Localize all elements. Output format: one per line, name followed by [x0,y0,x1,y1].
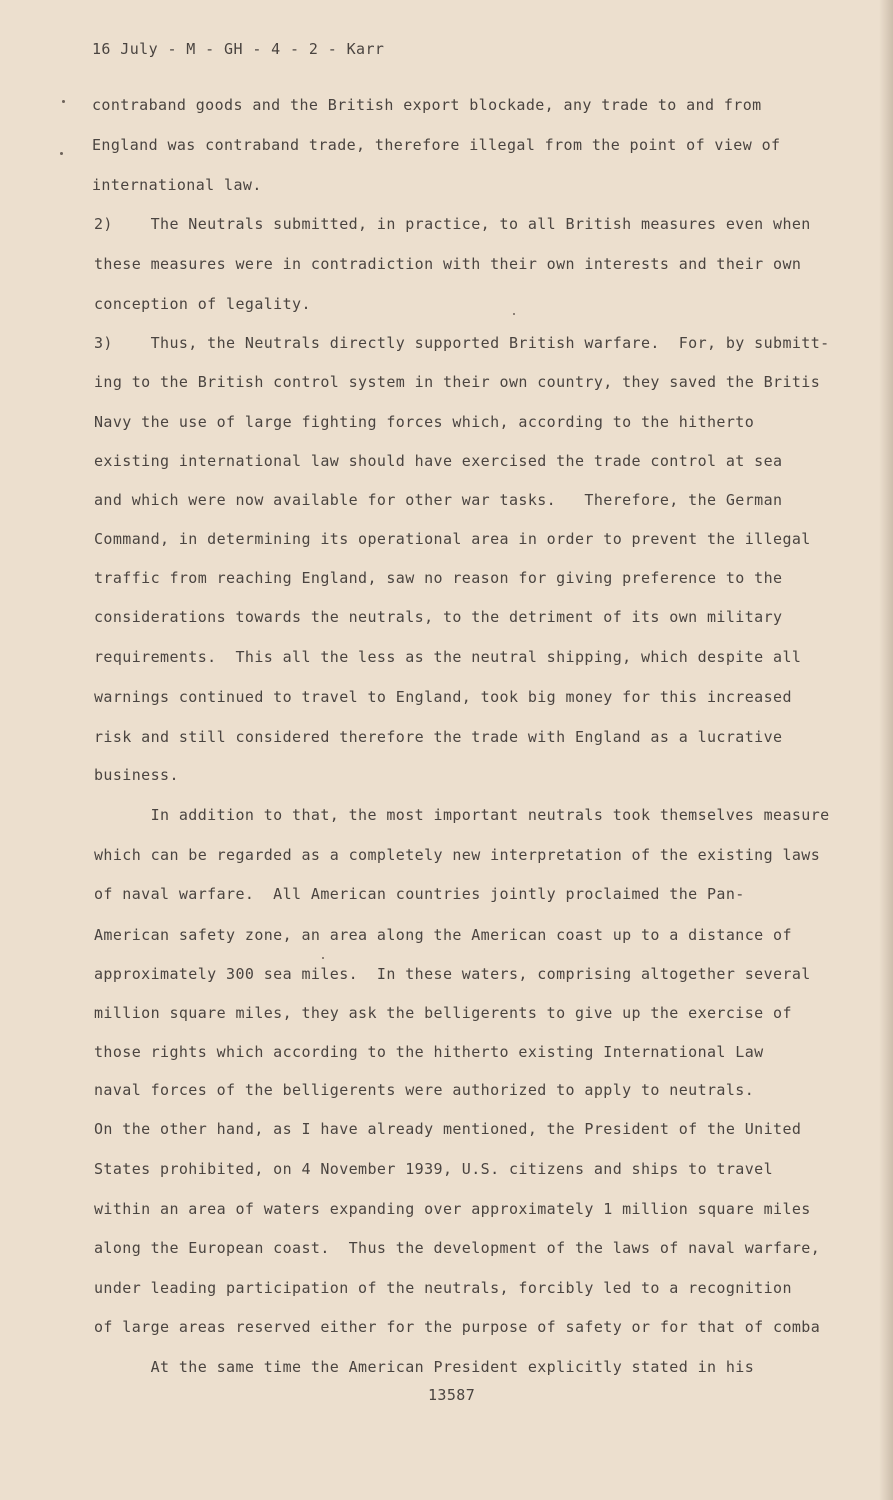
text-line-7: 3) Thus, the Neutrals directly supported British warfare. For, by submitt- [94,334,830,352]
text-line-29: within an area of waters expanding over approximately 1 million square miles [94,1200,811,1218]
text-line-25: those rights which according to the hitherto existing International Law [94,1043,764,1061]
text-line-11: and which were now available for other war tasks. Therefore, the German [94,491,783,509]
text-line-31: under leading participation of the neutrals, forcibly led to a recognition [94,1279,792,1297]
text-line-4: 2) The Neutrals submitted, in practice, to all British measures even when [94,215,811,233]
text-line-26: naval forces of the belligerents were authorized to apply to neutrals. [94,1081,755,1099]
page-edge-shadow [879,0,893,1500]
text-line-24: million square miles, they ask the belligerents to give up the exercise of [94,1004,792,1022]
text-line-18: business. [94,766,179,784]
text-line-22: American safety zone, an area along the American coast up to a distance of [94,926,792,944]
text-line-30: along the European coast. Thus the development of the laws of naval warfare, [94,1239,821,1257]
text-line-5: these measures were in contradiction with their own interests and their own [94,255,802,273]
text-line-12: Command, in determining its operational area in order to prevent the illegal [94,530,811,548]
text-line-16: warnings continued to travel to England, took big money for this increased [94,688,792,706]
margin-speck [322,957,324,959]
text-line-2: England was contraband trade, therefore illegal from the point of view of [92,136,781,154]
text-line-17: risk and still considered therefore the trade with England as a lucrative [94,728,783,746]
text-line-3: international law. [92,176,262,194]
text-line-33: At the same time the American President explicitly stated in his [94,1358,755,1376]
margin-speck [60,152,63,155]
page-number: 13587 [428,1386,476,1404]
text-line-15: requirements. This all the less as the neutral shipping, which despite all [94,648,802,666]
text-line-21: of naval warfare. All American countries jointly proclaimed the Pan- [94,885,745,903]
text-line-6: conception of legality. [94,295,311,313]
text-line-23: approximately 300 sea miles. In these waters, comprising altogether several [94,965,811,983]
text-line-27: On the other hand, as I have already mentioned, the President of the United [94,1120,802,1138]
text-line-19: In addition to that, the most important neutrals took themselves measure [94,806,830,824]
text-line-9: Navy the use of large fighting forces which, according to the hitherto [94,413,755,431]
margin-speck [62,100,65,103]
margin-speck [513,313,515,315]
text-line-13: traffic from reaching England, saw no reason for giving preference to the [94,569,783,587]
text-line-8: ing to the British control system in their own country, they saved the Britis [94,373,821,391]
text-line-14: considerations towards the neutrals, to the detriment of its own military [94,608,783,626]
text-line-1: contraband goods and the British export blockade, any trade to and from [92,96,762,114]
text-line-20: which can be regarded as a completely new interpretation of the existing laws [94,846,821,864]
text-line-32: of large areas reserved either for the purpose of safety or for that of comba [94,1318,821,1336]
text-line-10: existing international law should have exercised the trade control at sea [94,452,783,470]
text-line-28: States prohibited, on 4 November 1939, U.S. citizens and ships to travel [94,1160,774,1178]
page-header: 16 July - M - GH - 4 - 2 - Karr [92,40,385,58]
